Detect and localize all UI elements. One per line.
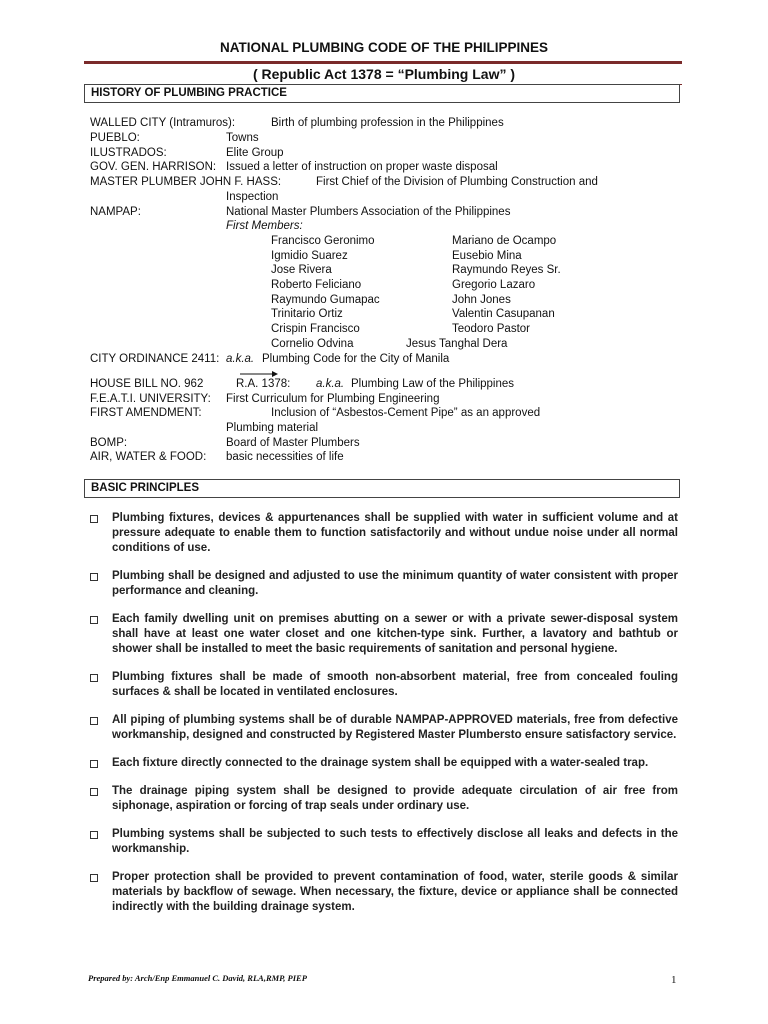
title-divider	[84, 61, 682, 64]
checkbox-bullet-icon	[90, 788, 98, 796]
list-item	[90, 511, 678, 556]
member-left: Igmidio Suarez	[271, 250, 348, 262]
pueblo-value: Towns	[226, 132, 259, 144]
bomp-value: Board of Master Plumbers	[226, 437, 360, 449]
member-right: Teodoro Pastor	[452, 323, 530, 335]
checkbox-bullet-icon	[90, 717, 98, 725]
walled-city-value: Birth of plumbing profession in the Philippines	[271, 117, 504, 129]
checkbox-bullet-icon	[90, 515, 98, 523]
member-right: Gregorio Lazaro	[452, 279, 536, 291]
aka-label: a.k.a.	[226, 353, 255, 365]
principle-text: Plumbing shall be designed and adjusted to use the minimum quantity of water consistent with proper performance and cleaning.	[112, 570, 678, 597]
ra-value: Plumbing Law of the Philippines	[351, 378, 515, 390]
ordinance-label: CITY ORDINANCE 2411:	[90, 353, 220, 365]
list-item	[90, 870, 678, 915]
member-right: Raymundo Reyes Sr.	[452, 264, 561, 276]
principle-text: Proper protection shall be provided to prevent contamination of food, water, sterile goods & similar materials by backflow of sewage. When necessary, the fixture, device or appliance shall be connected indirectly with the building drainage system.	[112, 871, 678, 913]
principle-text: Each fixture directly connected to the drainage system shall be equipped with a water-sealed trap.	[112, 757, 649, 769]
nampap-label: NAMPAP:	[90, 206, 141, 218]
list-item	[90, 612, 678, 657]
list-item	[90, 670, 678, 700]
list-item	[90, 784, 678, 814]
principle-text: Each family dwelling unit on premises abutting on a sewer or with a private sewer-disposal system shall have at least one water closet and one kitchen-type sink. Further, a lavatory and bathtub or shower shall be installed to meet the basic requirements of sanitation and personal hygiene.	[112, 613, 678, 655]
awf-label: AIR, WATER & FOOD:	[90, 451, 207, 463]
member-right: Valentin Casupanan	[452, 308, 555, 320]
footer-prepared-by: Prepared by: Arch/Enp Emmanuel C. David, RLA,RMP, PIEP	[88, 973, 307, 983]
checkbox-bullet-icon	[90, 573, 98, 581]
ilustrados-value: Elite Group	[226, 147, 284, 159]
ilustrados-label: ILUSTRADOS:	[90, 147, 167, 159]
bomp-label: BOMP:	[90, 437, 128, 449]
checkbox-bullet-icon	[90, 874, 98, 882]
checkbox-bullet-icon	[90, 674, 98, 682]
harrison-value: Issued a letter of instruction on proper waste disposal	[226, 161, 498, 173]
principle-text: Plumbing systems shall be subjected to such tests to effectively disclose all leaks and defects in the workmanship.	[112, 828, 678, 855]
hass-value-line2: Inspection	[226, 191, 279, 203]
principle-text: The drainage piping system shall be designed to provide adequate circulation of air free from siphonage, aspiration or forcing of trap seals under ordinary use.	[112, 785, 678, 812]
amendment-value-line1: Inclusion of “Asbestos-Cement Pipe” as an approved	[271, 407, 541, 419]
principle-text: Plumbing fixtures, devices & appurtenances shall be supplied with water in sufficient volume and at pressure adequate to enable them to function satisfactorily and without undue noise under all normal conditions of use.	[112, 512, 678, 554]
amendment-value-line2: Plumbing material	[226, 422, 319, 434]
member-right: Mariano de Ocampo	[452, 235, 557, 247]
member-left: Roberto Feliciano	[271, 279, 362, 291]
document-title: NATIONAL PLUMBING CODE OF THE PHILIPPINES	[219, 40, 548, 55]
house-bill-label: HOUSE BILL NO. 962	[90, 378, 204, 390]
feati-label: F.E.A.T.I. UNIVERSITY:	[90, 393, 211, 405]
hass-value-line1: First Chief of the Division of Plumbing Construction and	[316, 176, 598, 188]
section-heading-history: HISTORY OF PLUMBING PRACTICE	[84, 84, 680, 103]
document-subtitle: ( Republic Act 1378 = “Plumbing Law” )	[252, 66, 516, 82]
principle-text: Plumbing fixtures shall be made of smooth non-absorbent material, free from concealed fouling surfaces & shall be located in ventilated enclosures.	[112, 671, 678, 698]
ordinance-value: Plumbing Code for the City of Manila	[262, 353, 450, 365]
member-right: Eusebio Mina	[452, 250, 522, 262]
checkbox-bullet-icon	[90, 616, 98, 624]
principles-list	[90, 511, 678, 928]
checkbox-bullet-icon	[90, 760, 98, 768]
list-item	[90, 713, 678, 743]
member-left: Raymundo Gumapac	[271, 294, 380, 306]
member-right: John Jones	[452, 294, 511, 306]
page-number: 1	[671, 974, 677, 986]
walled-city-label: WALLED CITY (Intramuros):	[90, 117, 236, 129]
member-right: Jesus Tanghal Dera	[406, 338, 508, 350]
member-left: Cornelio Odvina	[271, 338, 354, 350]
awf-value: basic necessities of life	[226, 451, 344, 463]
member-left: Francisco Geronimo	[271, 235, 375, 247]
feati-value: First Curriculum for Plumbing Engineering	[226, 393, 440, 405]
member-left: Crispin Francisco	[271, 323, 360, 335]
nampap-value: National Master Plumbers Association of the Philippines	[226, 206, 511, 218]
member-left: Trinitario Ortiz	[271, 308, 343, 320]
ra-label: R.A. 1378:	[236, 378, 291, 390]
harrison-label: GOV. GEN. HARRISON:	[90, 161, 217, 173]
aka-label: a.k.a.	[316, 378, 345, 390]
checkbox-bullet-icon	[90, 831, 98, 839]
list-item	[90, 756, 678, 771]
first-members-label: First Members:	[226, 220, 303, 232]
list-item	[90, 569, 678, 599]
list-item	[90, 827, 678, 857]
amendment-label: FIRST AMENDMENT:	[90, 407, 202, 419]
hass-label: MASTER PLUMBER JOHN F. HASS:	[90, 176, 282, 188]
pueblo-label: PUEBLO:	[90, 132, 140, 144]
section-heading-principles: BASIC PRINCIPLES	[84, 479, 680, 498]
member-left: Jose Rivera	[271, 264, 332, 276]
principle-text: All piping of plumbing systems shall be of durable NAMPAP-APPROVED materials, free from defective workmanship, designed and constructed by Registered Master Plumbersto ensure satisfactory service.	[112, 714, 678, 741]
